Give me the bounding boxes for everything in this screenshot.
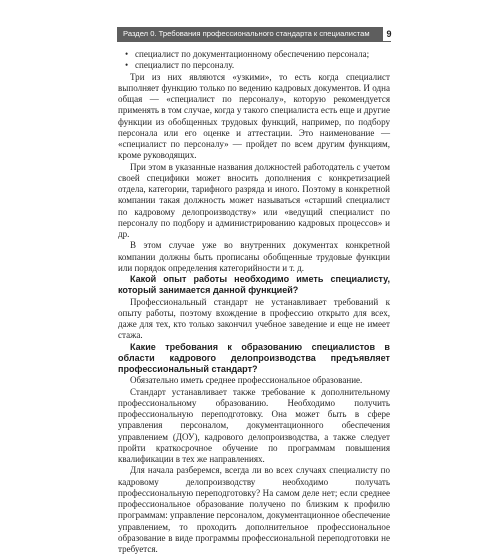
question-heading: Какой опыт работы необходимо иметь специалисту, который занимается данной функцией? [118,274,390,296]
paragraph: Профессиональный стандарт не устанавливает требований к опыту работы, поэтому вхождение в профессию открыто для всех, даже для тех, кто только закончил учебное заведение и еще не имеет стажа. [118,296,390,341]
header-rule [117,41,391,42]
paragraph: Стандарт устанавливает также требование к дополнительному профессиональному образованию. Необходимо получить профессиональную переподготовку. Она может быть в сфере управления персоналом, документационного обеспечения управлением (ДОУ), кадрового делопроизводства, а также следует пройти краткосрочное обучение по программам повышения квалификации в тех же направлениях. [118,386,390,464]
bullet-list [118,49,390,72]
paragraph: Три из них являются «узкими», то есть когда специалист выполняет функцию только по ведению кадровых документов. И одна общая — «специалист по персоналу», которую рекомендуется применять в том случае, когда у такого специалиста есть еще и другие функции из обобщенных трудовых функций, например, по подбору персонала или его оценке и аттестации. Это наименование — «специалист по персоналу» — пройдет по всем другим функциям, кроме руководящих. [118,71,390,161]
running-header: Раздел 0. Требования профессионального стандарта к специалистам [117,27,383,41]
list-item: • специалист по документационному обеспечению персонала; [118,49,390,60]
page-number: 9 [386,29,392,39]
paragraph: Для начала разберемся, всегда ли во всех случаях специалисту по кадровому делопроизводству необходимо получать профессиональную переподготовку? На самом деле нет; если среднее профессиональное образование получено по близким к профилю программам: управление персоналом, документационное обеспечение управлением, то проходить дополнительное профессиональное образование в виде программы профессиональной переподготовки не требуется. [118,465,390,554]
paragraph: В этом случае уже во внутренних документах конкретной компании должны быть прописаны обобщенные трудовые функции или порядок определения категорийности и т. д. [118,240,390,273]
page-body [118,49,390,555]
paragraph: При этом в указанные названия должностей работодатель с учетом своей специфики может вносить дополнения с конкретизацией отдела, категории, тарифного разряда и иного. Поэтому в конкретной компании такая должность может называться «старший специалист по кадровому делопроизводству» или «ведущий специалист по персоналу по подбору и администрированию кадровых процессов» и др. [118,161,390,239]
list-item: • специалист по персоналу. [118,60,390,71]
paragraph: Обязательно иметь среднее профессиональное образование. [130,375,363,386]
question-heading: Какие требования к образованию специалистов в области кадрового делопроизводства предъявляет профессиональный стандарт? [118,341,390,374]
